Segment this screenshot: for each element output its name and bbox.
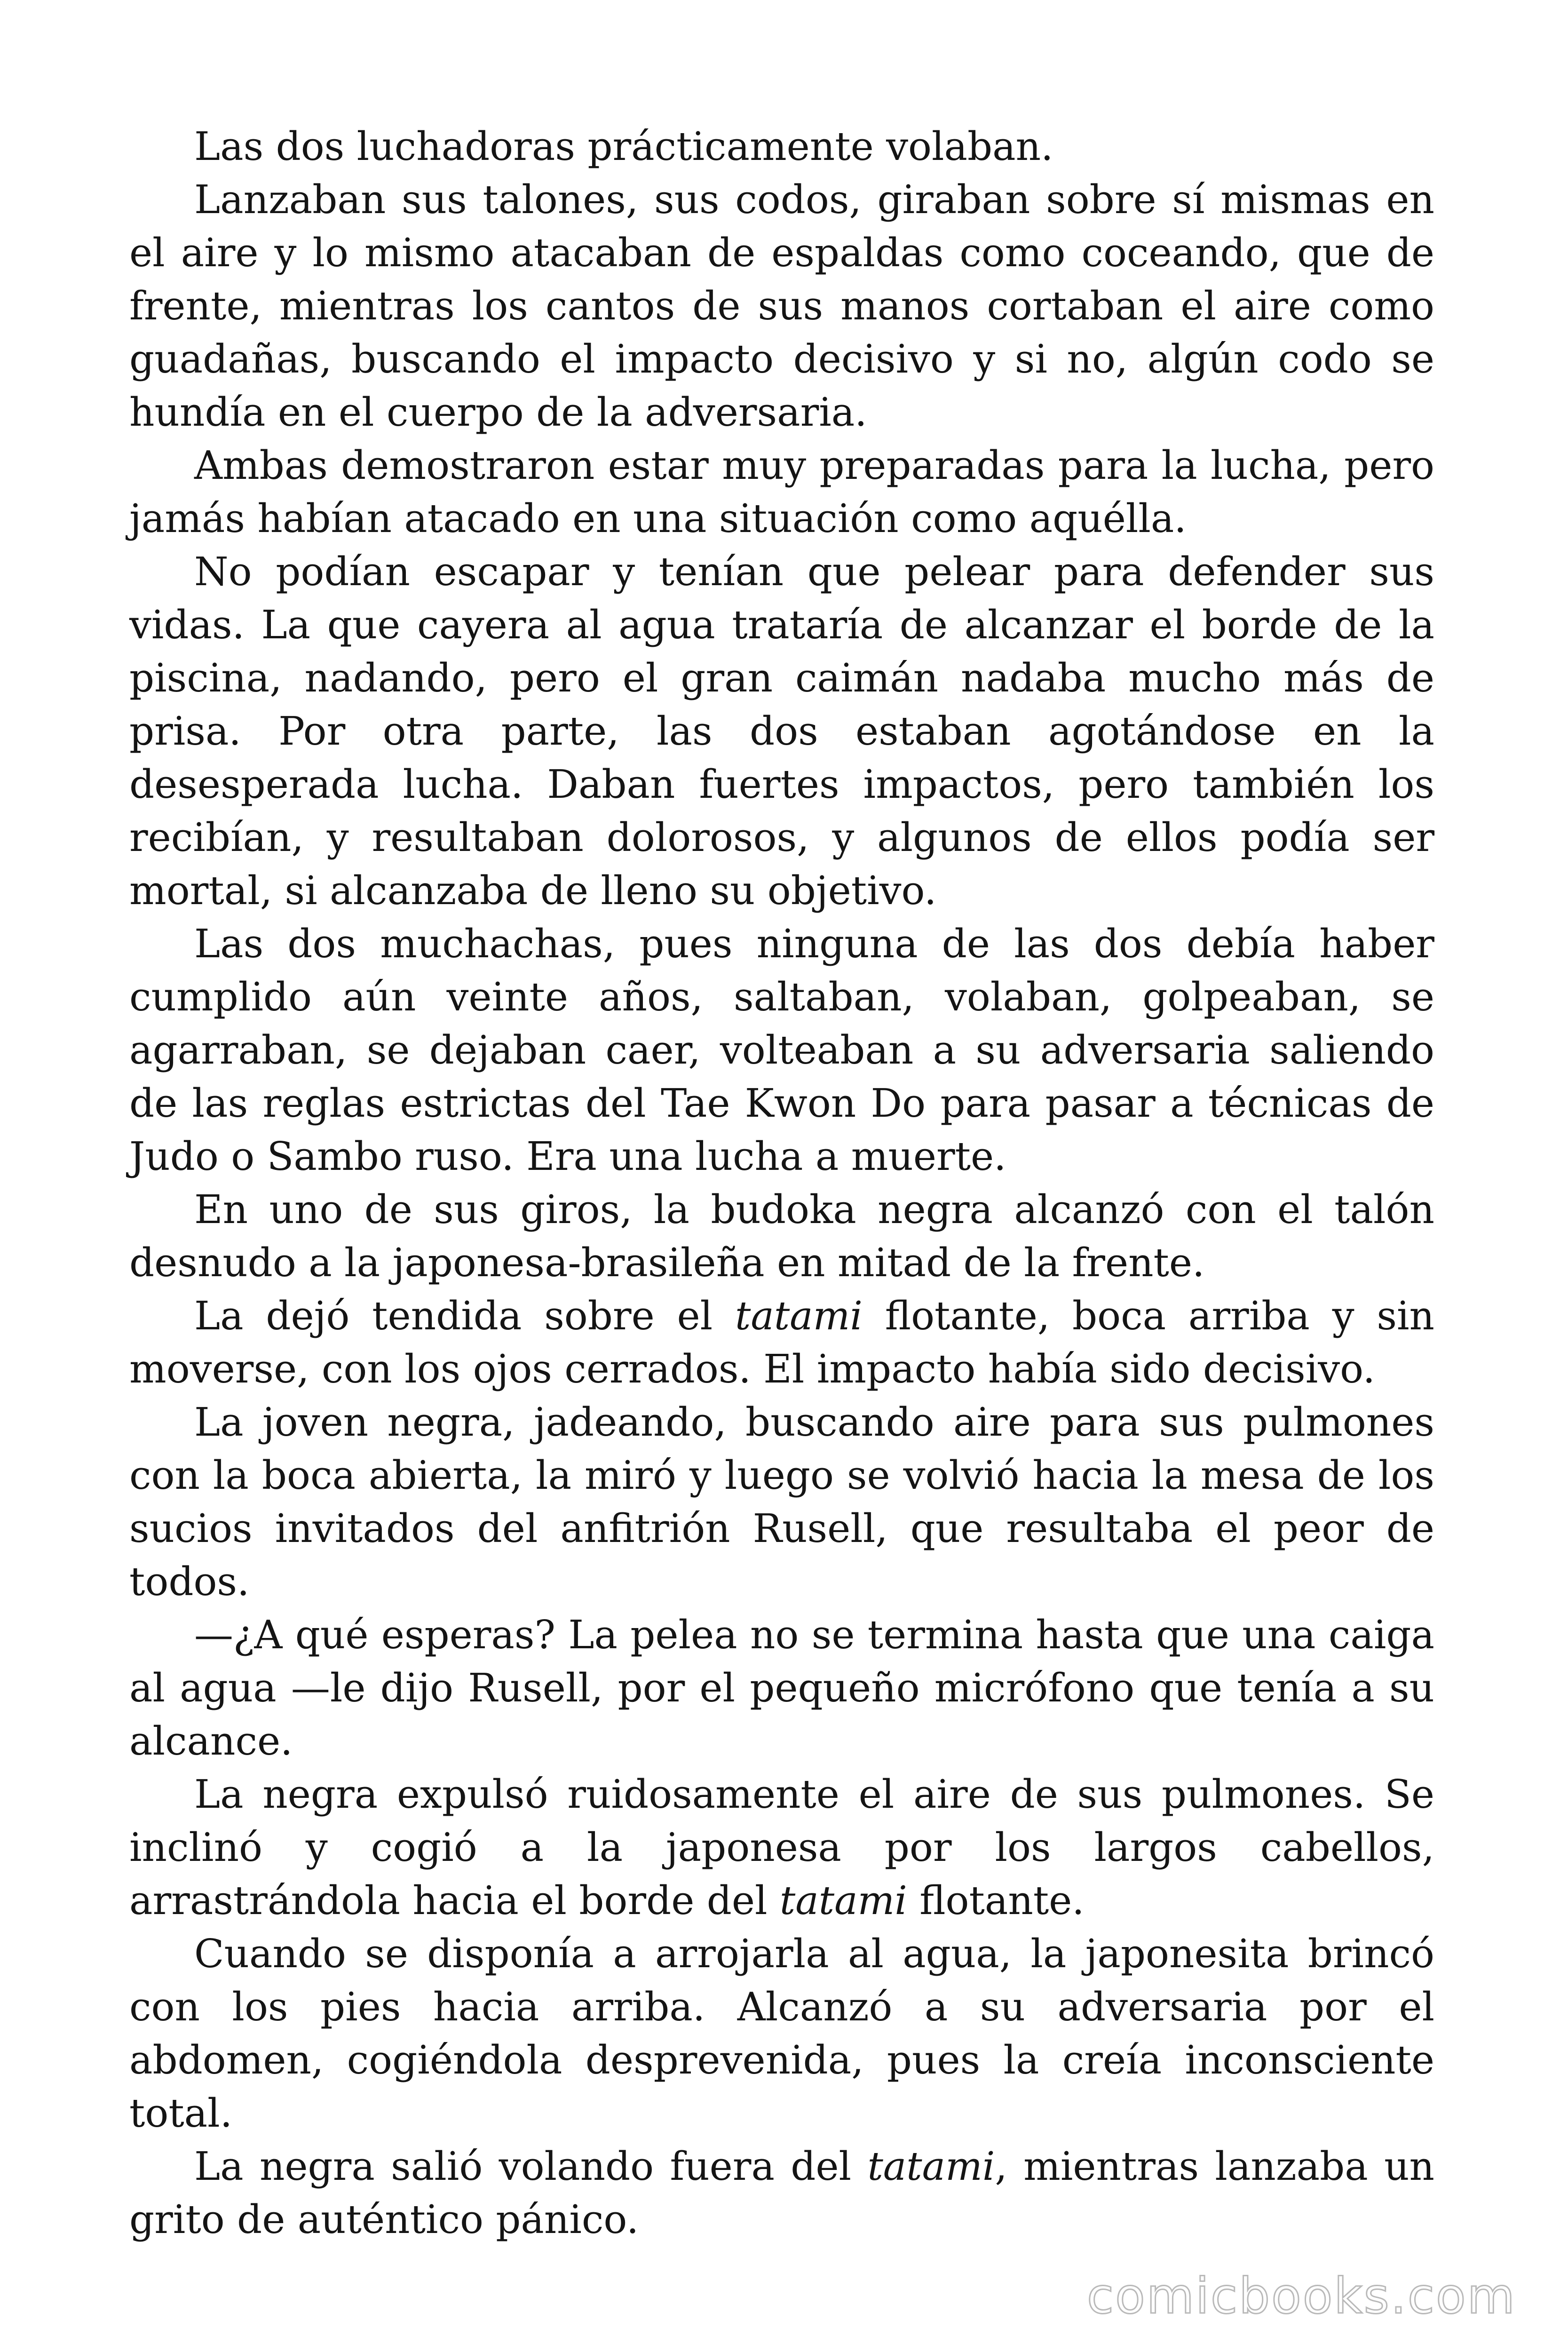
paragraph: La negra salió volando fuera del tatami, mientras lanzaba un grito de auténtico pánico. — [129, 2144, 1434, 2242]
paragraph: Las dos luchadoras prácticamente volaban. — [194, 124, 1053, 169]
paragraph: Ambas demostraron estar muy preparadas para la lucha, pero jamás habían atacado en una situación como aquélla. — [129, 443, 1434, 541]
paragraph: La negra expulsó ruidosamente el aire de sus pulmones. Se inclinó y cogió a la japonesa por los largos cabellos, arrastrándola hacia el borde del tatami flotante. — [129, 1772, 1434, 1923]
paragraph: Cuando se disponía a arrojarla al agua, la japonesita brincó con los pies hacia arriba. Alcanzó a su adversaria por el abdomen, cogiéndola desprevenida, pues la creía inconsciente total. — [129, 1931, 1434, 2136]
paragraph: No podían escapar y tenían que pelear para defender sus vidas. La que cayera al agua trataría de alcanzar el borde de la piscina, nadando, pero el gran caimán nadaba mucho más de prisa. Por otra parte, las dos estaban agotándose en la desesperada lucha. Daban fuertes impactos, pero también los recibían, y resultaban dolorosos, y algunos de ellos podía ser mortal, si alcanzaba de lleno su objetivo. — [129, 549, 1434, 914]
paragraph: Lanzaban sus talones, sus codos, giraban sobre sí mismas en el aire y lo mismo atacaban de espaldas como coceando, que de frente, mientras los cantos de sus manos cortaban el aire como guadañas, buscando el impacto decisivo y si no, algún codo se hundía en el cuerpo de la adversaria. — [129, 177, 1434, 435]
paragraph: En uno de sus giros, la budoka negra alcanzó con el talón desnudo a la japonesa-brasileña en mitad de la frente. — [129, 1187, 1434, 1286]
italic-word: tatami — [779, 1878, 907, 1923]
page-text — [129, 120, 1434, 2246]
paragraph: La joven negra, jadeando, buscando aire para sus pulmones con la boca abierta, la miró y luego se volvió hacia la mesa de los sucios invitados del anfitrión Rusell, que resultaba el peor de todos. — [129, 1399, 1434, 1605]
watermark: comicbooks.com — [1086, 2267, 1516, 2325]
paragraph: Las dos muchachas, pues ninguna de las dos debía haber cumplido aún veinte años, saltaban, volaban, golpeaban, se agarraban, se dejaban caer, volteaban a su adversaria saliendo de las reglas estrictas del Tae Kwon Do para pasar a técnicas de Judo o Sambo ruso. Era una lucha a muerte. — [129, 921, 1434, 1179]
italic-word: tatami — [867, 2144, 995, 2189]
italic-word: tatami — [735, 1293, 863, 1339]
paragraph: La dejó tendida sobre el tatami flotante, boca arriba y sin moverse, con los ojos cerrados. El impacto había sido decisivo. — [129, 1293, 1434, 1392]
paragraph: —¿A qué esperas? La pelea no se termina hasta que una caiga al agua —le dijo Rusell, por el pequeño micrófono que tenía a su alcance. — [129, 1612, 1434, 1764]
